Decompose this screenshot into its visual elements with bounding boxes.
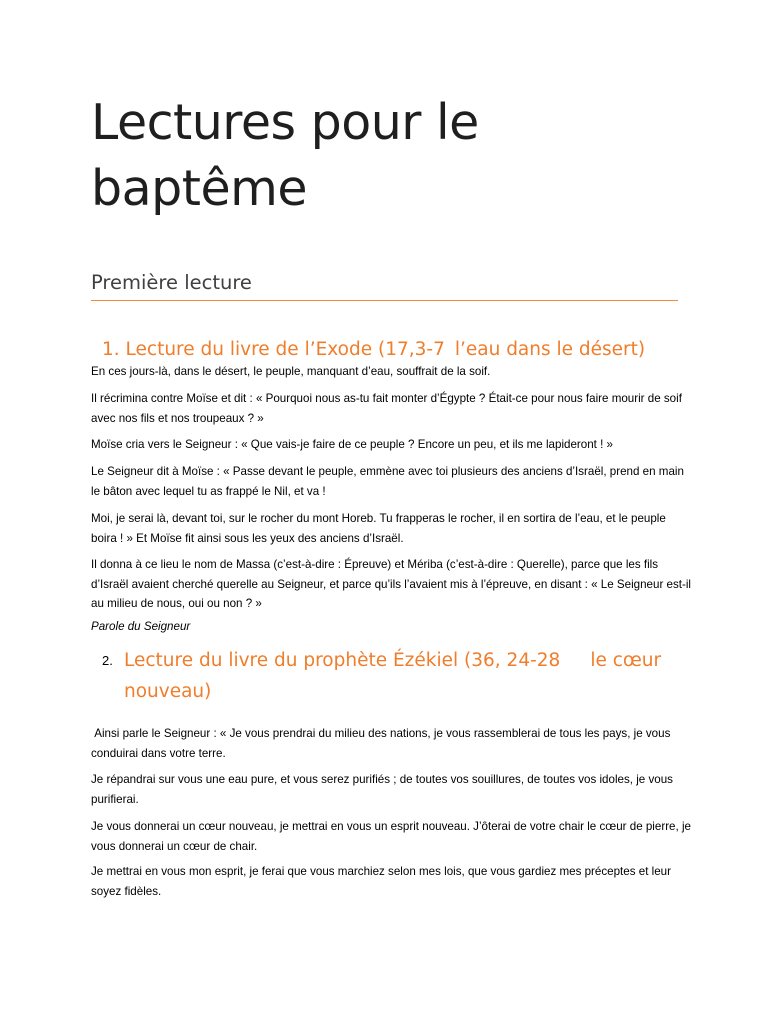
reading-1-paragraph: Moïse cria vers le Seigneur : « Que vais-je faire de ce peuple ? Encore un peu, et ils me lapideront ! » — [91, 438, 614, 451]
reading-1-closing: Parole du Seigneur — [91, 620, 191, 633]
reading-1-paragraph: Le Seigneur dit à Moïse : « Passe devant le peuple, emmène avec toi plusieurs des anciens d’Israël, prend en main le bâton avec lequel tu as frappé le Nil, et va ! — [91, 465, 684, 498]
reading-1-heading-part2: l’eau dans le désert) — [454, 339, 646, 360]
reading-2-paragraph: Je répandrai sur vous une eau pure, et vous serez purifiés ; de toutes vos souillures, de toutes vos idoles, je vous purifierai. — [91, 773, 673, 806]
reading-1-paragraph: Il donna à ce lieu le nom de Massa (c’est-à-dire : Épreuve) et Mériba (c’est-à-dire : Querelle), parce que les fils d’Israël avaient cherché querelle au Seigneur, et parce qu’ils l’avaient mis à l’épreuve, en disant : « Le Seigneur est-il au milieu de nous, oui ou non ? » — [91, 558, 692, 610]
reading-2-paragraph: Ainsi parle le Seigneur : « Je vous prendrai du milieu des nations, je vous rassemblerai de tous les pays, je vous conduirai dans votre terre. — [91, 727, 674, 760]
reading-1-heading — [102, 336, 645, 364]
reading-2-heading-part1: Lecture du livre du prophète Ézékiel (36, 24-28 — [124, 650, 561, 671]
reading-1-number: 1. — [102, 339, 120, 360]
reading-1-heading-part1: Lecture du livre de l’Exode (17,3-7 — [125, 339, 445, 360]
reading-1-paragraph: En ces jours-là, dans le désert, le peuple, manquant d’eau, souffrait de la soif. — [91, 365, 491, 378]
document-title: Lectures pour le baptême — [91, 94, 479, 217]
reading-2-number: 2. — [102, 653, 113, 668]
reading-2-paragraph: Je vous donnerai un cœur nouveau, je mettrai en vous un esprit nouveau. J’ôterai de votre chair le cœur de pierre, je vous donnerai un cœur de chair. — [91, 820, 691, 853]
subtitle-underline — [91, 300, 678, 301]
reading-2-paragraph: Je mettrai en vous mon esprit, je ferai que vous marchiez selon mes lois, que vous gardiez mes préceptes et leur soyez fidèles. — [91, 865, 671, 898]
reading-1-paragraph: Il récrimina contre Moïse et dit : « Pourquoi nous as-tu fait monter d’Égypte ? Était-ce pour nous faire mourir de soif avec nos fils et nos troupeaux ? » — [91, 392, 682, 425]
reading-1-paragraph: Moi, je serai là, devant toi, sur le rocher du mont Horeb. Tu frapperas le rocher, il en sortira de l’eau, et le peuple boira ! » Et Moïse fit ainsi sous les yeux des anciens d’Israël. — [91, 512, 666, 545]
section-subtitle: Première lecture — [91, 271, 252, 294]
reading-2-heading — [124, 645, 684, 707]
reading-2-heading-part2: le cœur nouveau) — [124, 650, 662, 702]
